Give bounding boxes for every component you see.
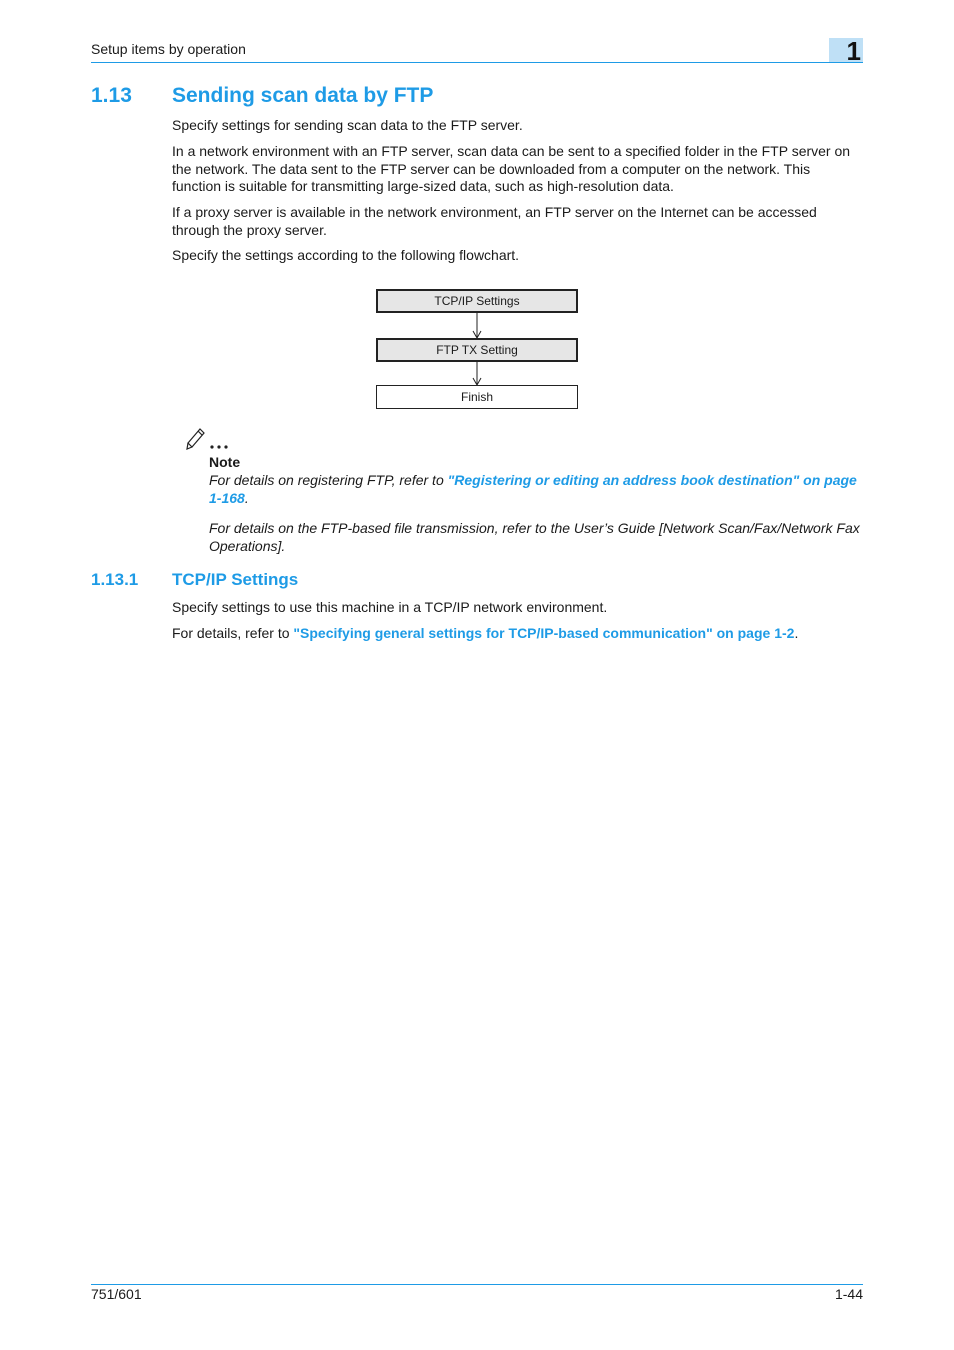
note-title: Note: [209, 454, 241, 470]
flowchart-step-ftp-tx: FTP TX Setting: [376, 338, 578, 362]
section-number: 1.13: [91, 84, 132, 107]
footer-rule: [91, 1284, 863, 1285]
tcpip-paragraph: Specify settings to use this machine in a TCP/IP network environment.: [172, 599, 608, 615]
section-title: Sending scan data by FTP: [172, 84, 434, 107]
header-rule: [91, 62, 863, 63]
subsection-title: TCP/IP Settings: [172, 570, 299, 589]
address-book-link[interactable]: "Registering or editing an address book destination" on page 1-168: [209, 472, 857, 506]
proxy-paragraph: If a proxy server is available in the network environment, an FTP server on the Internet can be accessed through the proxy server.: [172, 204, 817, 238]
flow-arrow-icon: [470, 313, 484, 339]
page-number: 1-44: [834, 1286, 863, 1302]
flowchart-intro: Specify the settings according to the following flowchart.: [172, 247, 520, 263]
note-pencil-icon: [186, 425, 234, 451]
note-item-register-ftp: [209, 472, 865, 507]
flow-arrow-icon: [470, 362, 484, 386]
reference-text: For details, refer to: [172, 625, 294, 641]
footer-model: 751/601: [91, 1286, 142, 1302]
flowchart-step-tcpip: TCP/IP Settings: [376, 289, 578, 313]
intro-paragraph: Specify settings for sending scan data to the FTP server.: [172, 117, 523, 133]
note-item-users-guide: For details on the FTP-based file transmission, refer to the User’s Guide [Network Scan/Fax/Network Fax Operations].: [209, 520, 860, 554]
flowchart-step-finish: Finish: [376, 385, 578, 409]
note-text: .: [244, 489, 249, 506]
description-paragraph: In a network environment with an FTP server, scan data can be sent to a specified folder in the FTP server on the network. The data sent to the FTP server can be downloaded from a computer on the network. This function is suitable for transmitting large-sized data, such as high-resolution data.: [172, 143, 851, 194]
running-header: Setup items by operation: [91, 41, 246, 57]
chapter-number: 1: [846, 36, 861, 66]
subsection-number: 1.13.1: [91, 570, 139, 589]
tcpip-settings-link[interactable]: "Specifying general settings for TCP/IP-based communication" on page 1-2: [293, 625, 795, 641]
tcpip-reference: [172, 625, 862, 643]
chapter-tab: [829, 36, 863, 66]
reference-text: .: [794, 625, 799, 641]
note-text: For details on registering FTP, refer to: [209, 472, 448, 488]
